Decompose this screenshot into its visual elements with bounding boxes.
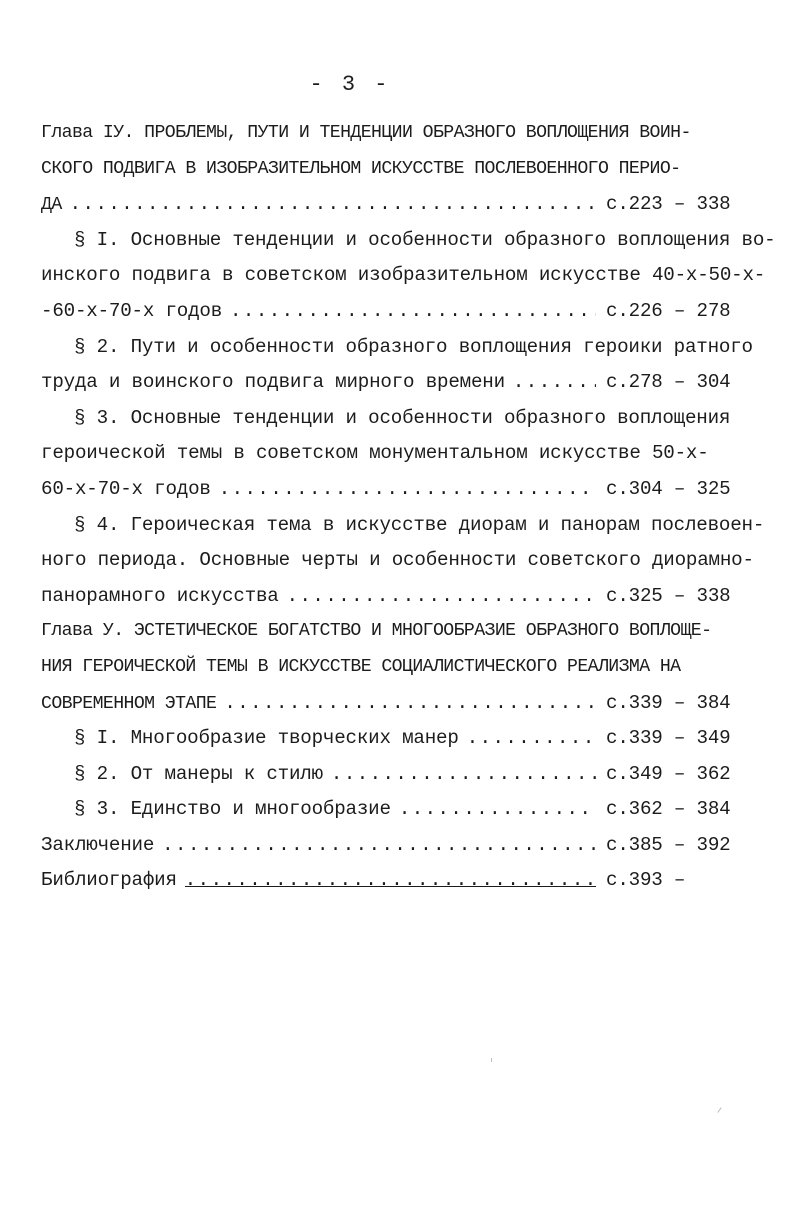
page-range: с.393 –: [606, 869, 686, 892]
section-4-4-line-1: § 4. Героическая тема в искусстве диорам и панорам послевоен-: [74, 513, 765, 536]
conclusion-entry: [41, 828, 756, 864]
page-range: с.339 – 349: [606, 727, 731, 750]
chapter-5-heading-line-1: Глава У. ЭСТЕТИЧЕСКОЕ БОГАТСТВО И МНОГООБРАЗИЕ ОБРАЗНОГО ВОПЛОЩЕ-: [41, 621, 712, 642]
section-4-2-line-1: § 2. Пути и особенности образного воплощения героики ратного: [74, 335, 753, 358]
page-range: с.349 – 362: [606, 762, 731, 785]
section-4-4-line-2: ного периода. Основные черты и особенности советского диорамно-: [41, 549, 754, 572]
dot-leader: [467, 721, 596, 757]
page-range: с.339 – 384: [606, 691, 731, 714]
chapter-4-heading-line-2: СКОГО ПОДВИГА В ИЗОБРАЗИТЕЛЬНОМ ИСКУССТВЕ ПОСЛЕВОЕННОГО ПЕРИО-: [41, 158, 681, 179]
section-4-1-line-3: -60-х-70-х годов: [41, 299, 223, 322]
section-5-1-entry: [41, 721, 756, 757]
table-of-contents: [41, 116, 776, 899]
chapter-5-heading-line-3: СОВРЕМЕННОМ ЭТАПЕ: [41, 693, 217, 714]
dot-leader: [513, 365, 596, 401]
conclusion-title: Заключение: [41, 833, 155, 856]
dot-leader: [399, 792, 596, 828]
section-4-1-line-2: инского подвига в советском изобразительном искусстве 40-х-50-х-: [41, 264, 766, 287]
page-range: с.325 – 338: [606, 584, 731, 607]
dot-leader: [230, 294, 596, 330]
section-4-3-line-1: § 3. Основные тенденции и особенности образного воплощения: [74, 406, 731, 429]
section-5-1-title: § I. Многообразие творческих манер: [74, 727, 459, 750]
scan-speck: [717, 1107, 721, 1112]
dot-leader: [331, 757, 596, 793]
section-4-3-line-3: 60-х-70-х годов: [41, 477, 211, 500]
section-4-3-line-2: героической темы в советском монументальном искусстве 50-х-: [41, 442, 709, 465]
scan-speck: [491, 1058, 492, 1062]
bibliography-title: Библиография: [41, 869, 177, 892]
section-4-1-entry: [41, 294, 756, 330]
dot-leader: [219, 472, 596, 508]
chapter-4-heading-line-1: Глава IУ. ПРОБЛЕМЫ, ПУТИ И ТЕНДЕНЦИИ ОБРАЗНОГО ВОПЛОЩЕНИЯ ВОИН-: [41, 123, 691, 143]
page-range: с.223 – 338: [606, 193, 731, 216]
bibliography-entry: [41, 863, 756, 899]
section-4-3-entry: [41, 472, 756, 508]
section-5-3-entry: [41, 792, 756, 828]
page-range: с.385 – 392: [606, 833, 731, 856]
dot-leader: [70, 187, 596, 223]
section-4-4-entry: [41, 579, 756, 615]
chapter-5-entry: [41, 686, 756, 722]
section-5-3-title: § 3. Единство и многообразие: [74, 798, 391, 821]
chapter-4-entry: [41, 187, 756, 223]
page-range: с.278 – 304: [606, 371, 731, 394]
page-number: - 3 -: [309, 72, 391, 97]
section-5-2-entry: [41, 757, 756, 793]
chapter-4-heading-line-3: ДА: [41, 195, 62, 216]
section-4-2-line-2: труда и воинского подвига мирного времени: [41, 371, 505, 394]
dot-leader: [185, 863, 596, 899]
section-5-2-title: § 2. От манеры к стилю: [74, 762, 323, 785]
page-range: с.226 – 278: [606, 299, 731, 322]
section-4-2-entry: [41, 365, 756, 401]
dot-leader: [224, 686, 596, 722]
dot-leader: [162, 828, 596, 864]
dot-leader: [287, 579, 596, 615]
page-range: с.304 – 325: [606, 477, 731, 500]
page-range: с.362 – 384: [606, 798, 731, 821]
chapter-5-heading-line-2: НИЯ ГЕРОИЧЕСКОЙ ТЕМЫ В ИСКУССТВЕ СОЦИАЛИСТИЧЕСКОГО РЕАЛИЗМА НА: [41, 656, 681, 677]
section-4-1-line-1: § I. Основные тенденции и особенности образного воплощения во-: [74, 228, 776, 251]
section-4-4-line-3: панорамного искусства: [41, 584, 279, 607]
